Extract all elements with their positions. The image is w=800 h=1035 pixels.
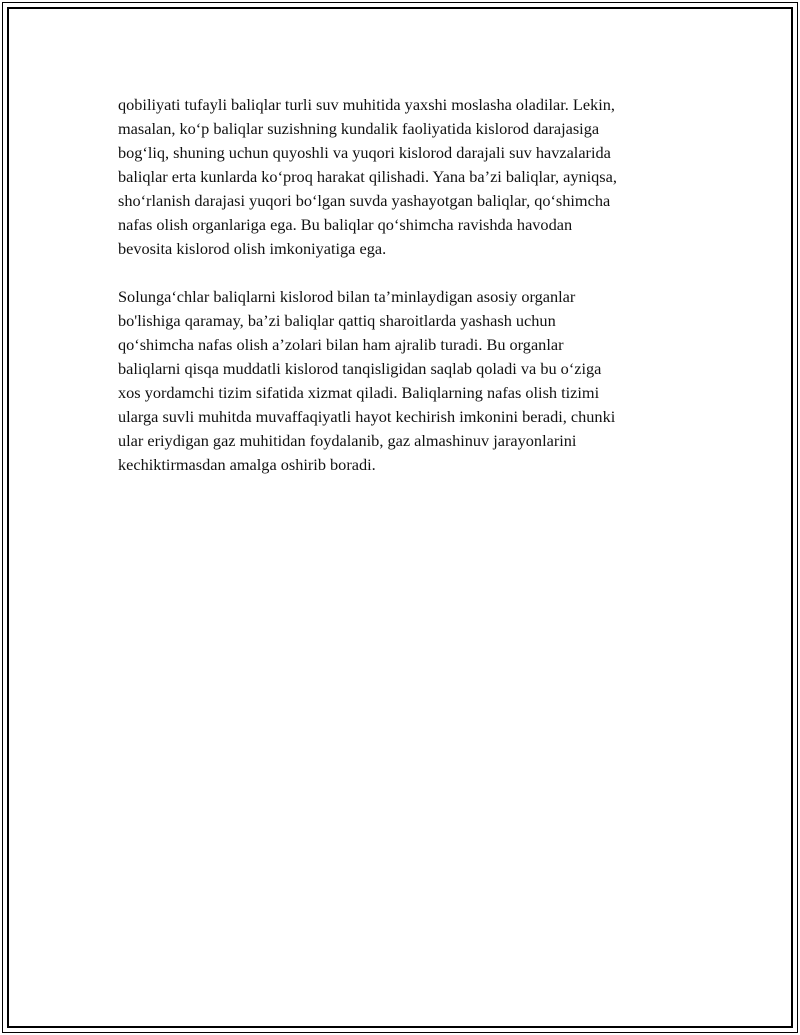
paragraph-line: baliqlarni qisqa muddatli kislorod tanqisligidan saqlab qoladi va bu o‘ziga (118, 359, 602, 378)
paragraph-line: bevosita kislorod olish imkoniyatiga ega. (118, 239, 387, 258)
paragraph-line: qo‘shimcha nafas olish a’zolari bilan ham ajralib turadi. Bu organlar (118, 335, 564, 354)
paragraph-line: qobiliyati tufayli baliqlar turli suv muhitida yaxshi moslasha oladilar. Lekin, (118, 95, 615, 114)
paragraph-line: sho‘rlanish darajasi yuqori bo‘lgan suvda yashayotgan baliqlar, qo‘shimcha (118, 191, 611, 210)
paragraph-line: xos yordamchi tizim sifatida xizmat qiladi. Baliqlarning nafas olish tizimi (118, 383, 600, 402)
paragraph-2 (118, 285, 698, 477)
paragraph-line: Solunga‘chlar baliqlarni kislorod bilan ta’minlaydigan asosiy organlar (118, 287, 576, 306)
paragraph-line: ular eriydigan gaz muhitidan foydalanib, gaz almashinuv jarayonlarini (118, 431, 577, 450)
paragraph-line: nafas olish organlariga ega. Bu baliqlar qo‘shimcha ravishda havodan (118, 215, 573, 234)
paragraph-line: masalan, ko‘p baliqlar suzishning kundalik faoliyatida kislorod darajasiga (118, 119, 600, 138)
paragraph-line: ularga suvli muhitda muvaffaqiyatli hayot kechirish imkonini beradi, chunki (118, 407, 616, 426)
paragraph-line: bo'lishiga qaramay, ba’zi baliqlar qattiq sharoitlarda yashash uchun (118, 311, 556, 330)
paragraph-line: bog‘liq, shuning uchun quyoshli va yuqori kislorod darajali suv havzalarida (118, 143, 611, 162)
document-body (118, 93, 698, 501)
paragraph-1 (118, 93, 698, 261)
paragraph-line: kechiktirmasdan amalga oshirib boradi. (118, 455, 376, 474)
paragraph-line: baliqlar erta kunlarda ko‘proq harakat qilishadi. Yana ba’zi baliqlar, ayniqsa, (118, 167, 617, 186)
